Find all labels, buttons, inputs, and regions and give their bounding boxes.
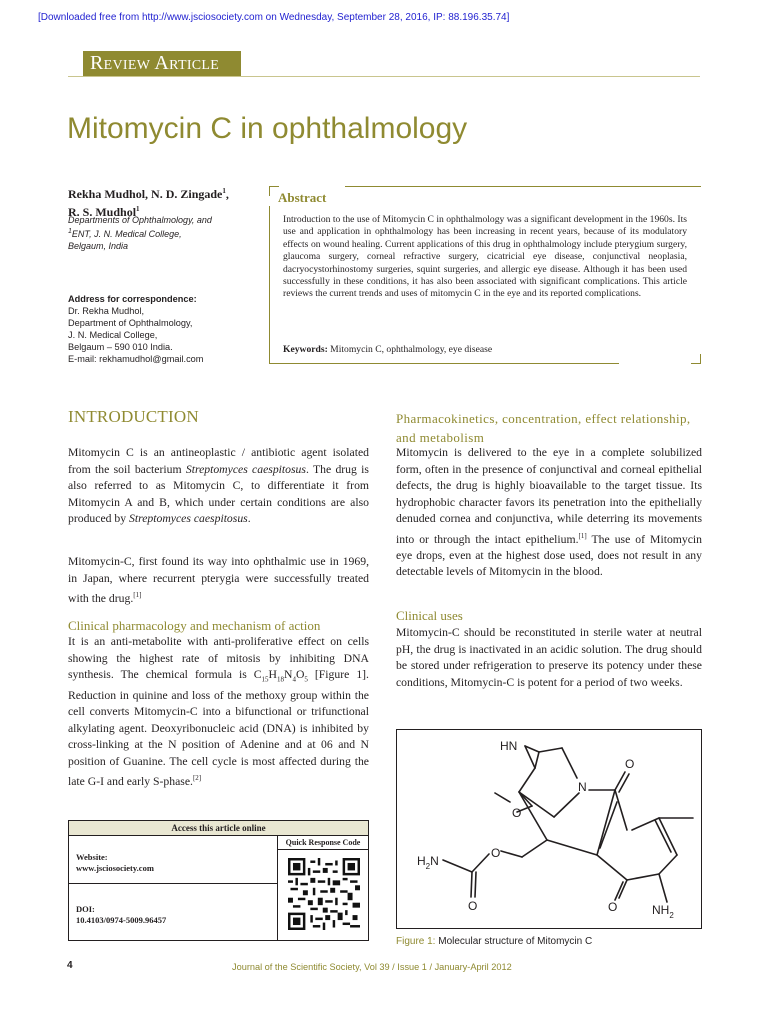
abstract-left-rule <box>269 206 270 364</box>
body-text: The use of Mitomycin eye drops, even at the highest dose used, does not result in any detectable levels of Mitomycin in the blood. <box>396 532 703 579</box>
abstract-top-rule <box>345 186 701 187</box>
access-divider <box>277 836 278 940</box>
download-note[interactable]: [Downloaded free from http://www.jsciosociety.com on Wednesday, September 28, 2016, IP: 88.196.35.74] <box>38 12 510 23</box>
formula-subscript: 18 <box>277 675 284 684</box>
intro-text: . <box>247 512 251 525</box>
correspondence-email[interactable]: E-mail: rekhamudhol@gmail.com <box>68 354 204 364</box>
affiliation-line-1: Departments of Ophthalmology, and <box>68 215 212 225</box>
body-text: Mitomycin is delivered to the eye in a complete solubilized form, often in the presence of conjunctival and corneal epithelial defects, the drug is highly bioavailable to the target tissue. Its hydrophobic character favors its penetration into the epithelially denuded cornea and conjunctiva, while deterring its movements into or through the intact epithelium. <box>396 446 702 546</box>
abstract-heading: Abstract <box>278 190 327 205</box>
affiliation-sup: 1 <box>68 228 72 235</box>
species-name: Streptomyces caespitosus <box>185 462 306 476</box>
author-sup-1: 1 <box>222 187 226 195</box>
author-line-1: Rekha Mudhol, N. D. Zingade <box>68 187 223 201</box>
atom-label: O <box>468 899 478 913</box>
clinical-pharmacology-heading: Clinical pharmacology and mechanism of action <box>68 618 321 633</box>
formula-element: N <box>284 668 293 681</box>
intro-text: Mitomycin-C, first found its way into ophthalmic use in 1969, in Japan, where recurrent pterygia were successfully treated with the drug. <box>68 555 369 605</box>
atom-label: O <box>512 806 522 820</box>
intro-text: Mitomycin C is an antineoplastic / antibiotic agent isolated from the soil bacterium <box>68 446 369 476</box>
article-type-banner: Review Article <box>83 51 241 76</box>
correspondence-line: J. N. Medical College, <box>68 330 158 340</box>
mitomycin-structure-diagram <box>397 730 701 928</box>
qr-code-icon[interactable] <box>288 857 360 931</box>
correspondence <box>68 293 268 365</box>
journal-footer: Journal of the Scientific Society, Vol 39 / Issue 1 / January-April 2012 <box>232 962 512 972</box>
atom-label: $H_2N$ <box>417 854 439 871</box>
abstract-bottom-rule <box>269 363 619 364</box>
formula-element: H <box>268 668 277 681</box>
pharmacokinetics-heading: Pharmacokinetics, concentration, effect relationship, and metabolism <box>396 411 691 445</box>
formula-element: O <box>295 668 305 681</box>
body-text: [Figure 1]. Reduction in quinine and loss of the methoxy group within the cell converts Mitomycin-C into a bifunctional or trifunctional alkylating agent. Deoxyribonucleic acid (DNA) is inhibited by cross-linking at the N position of Adenine and at 06 and N position of Guanine. The cell cycle is most affected during the late G-I and early S-phase. <box>68 668 369 789</box>
abstract-keywords <box>283 344 492 355</box>
clinical-uses-text: Mitomycin-C should be reconstituted in sterile water at neutral pH, the drug is inactivated in an acidic solution. The drug should be stored under refrigeration to preserve its potency under these conditions, Mitomycin-C is potent for a period of two weeks. <box>396 626 702 689</box>
correspondence-heading: Address for correspondence: <box>68 294 197 304</box>
correspondence-line: Department of Ophthalmology, <box>68 318 193 328</box>
abstract-text: Introduction to the use of Mitomycin C in ophthalmology was a significant development in the 1960s. Its use and application in ophthalmology has been increasing in recent years, because of its modulatory effects on wound healing. Current applications of this drug in ophthalmology include pterygium surgery, glaucoma surgery, corneal refractive surgery, cicatricial eye disease, conjunctival neoplasia, dacryocystorhinostomy surgeries, squint surgeries, and allergic eye disease. Although it has been used successfully in these conditions, it has also been associated with significant complications. This article reviews the current trends and uses of mitomycin C in the eye and its reported complications. <box>283 214 687 300</box>
figure-caption-text: Molecular structure of Mitomycin C <box>438 936 593 947</box>
introduction-heading: INTRODUCTION <box>68 407 199 426</box>
atom-label: HN <box>500 739 518 753</box>
clinical-uses-heading: Clinical uses <box>396 608 463 623</box>
atom-label: O <box>491 846 501 860</box>
atom-label: O <box>608 900 618 914</box>
keywords-label: Keywords: <box>283 344 328 355</box>
affiliation <box>68 214 258 252</box>
formula-subscript: 5 <box>304 675 308 684</box>
page-number: 4 <box>67 960 73 971</box>
author-line-2: R. S. Mudhol <box>68 205 137 219</box>
doi-label: DOI: <box>76 904 95 914</box>
banner-rule <box>68 76 700 77</box>
intro-paragraph-1 <box>68 445 369 528</box>
atom-label: $NH_2$ <box>652 903 674 920</box>
intro-text: . The drug is also referred to as Mitomycin C, to differentiate it from Mitomycin A and B, which under certain conditions are also produced by <box>68 462 369 525</box>
doi-link[interactable]: 10.4103/0974-5009.96457 <box>76 915 167 925</box>
atom-label: N <box>578 780 587 794</box>
website-link[interactable]: www.jsciosociety.com <box>76 863 154 873</box>
access-article-box <box>68 820 369 941</box>
website-label: Website: <box>76 852 108 862</box>
figure-label: Figure 1: <box>396 936 436 947</box>
correspondence-line: Dr. Rekha Mudhol, <box>68 306 145 316</box>
qr-label: Quick Response Code <box>278 836 368 850</box>
affiliation-line-3: Belgaum, India <box>68 241 129 251</box>
article-title: Mitomycin C in ophthalmology <box>67 112 468 145</box>
species-name: Streptomyces caespitosus <box>129 512 248 525</box>
access-divider <box>69 883 277 884</box>
abstract-corner <box>691 354 701 364</box>
formula-subscript: 15 <box>261 675 269 684</box>
formula-subscript: 4 <box>292 675 296 684</box>
correspondence-line: Belgaum – 590 010 India. <box>68 342 173 352</box>
atom-label: O <box>625 757 635 771</box>
citation-ref[interactable]: [1] <box>578 531 587 540</box>
figure-1-box <box>396 729 702 929</box>
author-line-1-tail: , <box>225 187 229 201</box>
affiliation-line-2: ENT, J. N. Medical College, <box>71 229 182 239</box>
author-sup-2: 1 <box>136 205 140 213</box>
citation-ref[interactable]: [1] <box>133 591 142 599</box>
abstract-box <box>269 186 701 364</box>
keywords-value: Mitomycin C, ophthalmology, eye disease <box>330 344 493 355</box>
intro-paragraph-2 <box>68 554 369 607</box>
access-heading: Access this article online <box>69 821 368 836</box>
pharmacokinetics-text <box>396 445 702 581</box>
figure-caption <box>396 936 592 947</box>
citation-ref[interactable]: [2] <box>192 774 202 783</box>
clinical-pharmacology-text <box>68 634 369 791</box>
body-text: It is an anti-metabolite with anti-proliferative effect on cells showing the highest rate of mitosis by inhibiting DNA synthesis. The chemical formula is C <box>68 635 369 681</box>
